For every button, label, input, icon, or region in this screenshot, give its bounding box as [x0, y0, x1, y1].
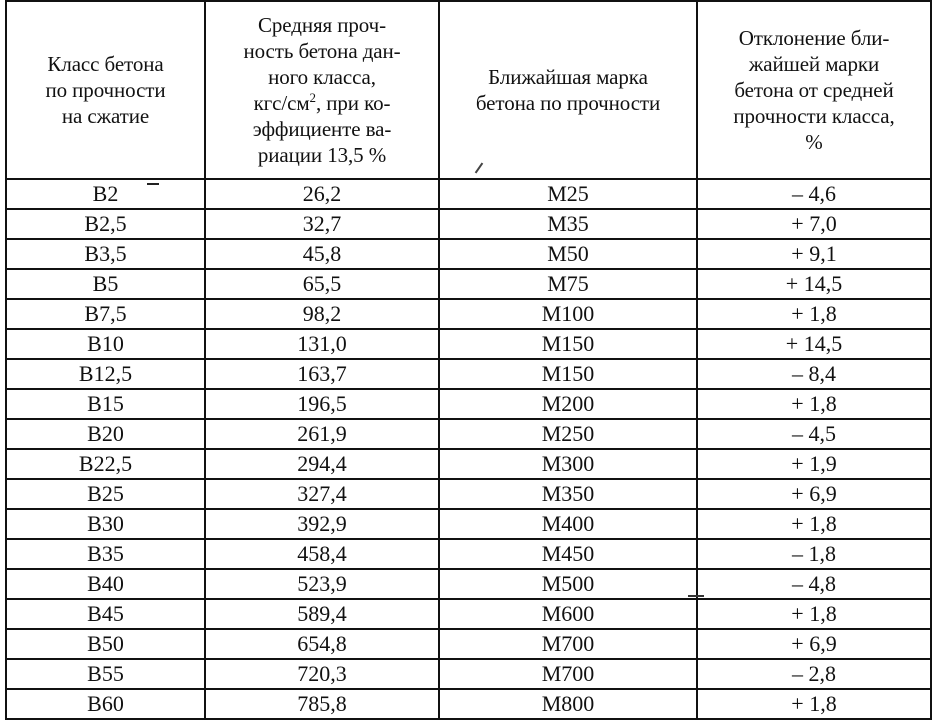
cell-average-strength: 65,5 [205, 269, 439, 299]
cell-concrete-class: B10 [6, 329, 205, 359]
cell-deviation: + 6,9 [697, 479, 931, 509]
table-row [6, 179, 931, 209]
table-row [6, 509, 931, 539]
cell-nearest-grade: M450 [439, 539, 697, 569]
cell-deviation: – 4,8 [697, 569, 931, 599]
cell-concrete-class: B5 [6, 269, 205, 299]
cell-average-strength: 131,0 [205, 329, 439, 359]
cell-deviation: – 4,5 [697, 419, 931, 449]
cell-concrete-class: B30 [6, 509, 205, 539]
table-row [6, 449, 931, 479]
table-row [6, 389, 931, 419]
cell-nearest-grade: M35 [439, 209, 697, 239]
table-row [6, 569, 931, 599]
cell-average-strength: 261,9 [205, 419, 439, 449]
header-deviation: Отклонение бли- жайшей марки бетона от средней прочности класса, % [697, 1, 931, 179]
cell-deviation: + 14,5 [697, 269, 931, 299]
cell-concrete-class: B50 [6, 629, 205, 659]
table-row [6, 329, 931, 359]
cell-concrete-class: B55 [6, 659, 205, 689]
cell-concrete-class: B25 [6, 479, 205, 509]
cell-nearest-grade: M250 [439, 419, 697, 449]
cell-deviation: + 1,8 [697, 689, 931, 719]
table-row [6, 689, 931, 719]
cell-concrete-class: B7,5 [6, 299, 205, 329]
cell-nearest-grade: M700 [439, 629, 697, 659]
cell-concrete-class: B15 [6, 389, 205, 419]
cell-nearest-grade: M400 [439, 509, 697, 539]
cell-average-strength: 523,9 [205, 569, 439, 599]
cell-average-strength: 163,7 [205, 359, 439, 389]
cell-concrete-class: B2,5 [6, 209, 205, 239]
cell-deviation: + 1,9 [697, 449, 931, 479]
header-average-strength [205, 1, 439, 179]
cell-deviation: + 14,5 [697, 329, 931, 359]
cell-nearest-grade: M25 [439, 179, 697, 209]
table-row [6, 479, 931, 509]
cell-deviation: – 2,8 [697, 659, 931, 689]
cell-average-strength: 32,7 [205, 209, 439, 239]
cell-concrete-class: B20 [6, 419, 205, 449]
scan-mark [688, 595, 704, 597]
cell-nearest-grade: M500 [439, 569, 697, 599]
cell-concrete-class: B40 [6, 569, 205, 599]
table-row [6, 299, 931, 329]
cell-deviation: + 1,8 [697, 599, 931, 629]
cell-nearest-grade: M600 [439, 599, 697, 629]
cell-concrete-class: B45 [6, 599, 205, 629]
cell-average-strength: 196,5 [205, 389, 439, 419]
cell-deviation: + 9,1 [697, 239, 931, 269]
table-row [6, 629, 931, 659]
cell-average-strength: 654,8 [205, 629, 439, 659]
header-average-strength-part2: , при ко- эффициенте ва- риации 13,5 % [252, 91, 392, 167]
cell-deviation: + 6,9 [697, 629, 931, 659]
cell-average-strength: 327,4 [205, 479, 439, 509]
table-body [6, 179, 931, 719]
table-row [6, 599, 931, 629]
cell-deviation: + 1,8 [697, 389, 931, 419]
table-row [6, 209, 931, 239]
cell-nearest-grade: M150 [439, 359, 697, 389]
cell-concrete-class: B3,5 [6, 239, 205, 269]
header-nearest-grade: Ближайшая марка бетона по прочности [439, 1, 697, 179]
cell-average-strength: 720,3 [205, 659, 439, 689]
cell-nearest-grade: M75 [439, 269, 697, 299]
table-row [6, 239, 931, 269]
cell-nearest-grade: M350 [439, 479, 697, 509]
cell-concrete-class: B60 [6, 689, 205, 719]
cell-deviation: + 1,8 [697, 299, 931, 329]
cell-average-strength: 98,2 [205, 299, 439, 329]
cell-nearest-grade: M300 [439, 449, 697, 479]
table-row [6, 539, 931, 569]
table-row [6, 269, 931, 299]
cell-nearest-grade: M200 [439, 389, 697, 419]
cell-concrete-class: B35 [6, 539, 205, 569]
cell-average-strength: 785,8 [205, 689, 439, 719]
cell-concrete-class: B22,5 [6, 449, 205, 479]
table-row [6, 359, 931, 389]
table-row [6, 659, 931, 689]
cell-deviation: – 1,8 [697, 539, 931, 569]
cell-nearest-grade: M800 [439, 689, 697, 719]
cell-deviation: + 1,8 [697, 509, 931, 539]
concrete-strength-table [5, 0, 932, 720]
cell-average-strength: 589,4 [205, 599, 439, 629]
table-row [6, 419, 931, 449]
cell-concrete-class: B2 [6, 179, 205, 209]
cell-deviation: – 8,4 [697, 359, 931, 389]
cell-nearest-grade: M50 [439, 239, 697, 269]
cell-nearest-grade: M100 [439, 299, 697, 329]
cell-deviation: – 4,6 [697, 179, 931, 209]
cell-average-strength: 45,8 [205, 239, 439, 269]
cell-deviation: + 7,0 [697, 209, 931, 239]
cell-average-strength: 392,9 [205, 509, 439, 539]
cell-average-strength: 26,2 [205, 179, 439, 209]
header-average-strength-sup: 2 [309, 90, 316, 105]
cell-nearest-grade: M150 [439, 329, 697, 359]
cell-average-strength: 458,4 [205, 539, 439, 569]
header-concrete-class: Класс бетона по прочности на сжатие [6, 1, 205, 179]
header-row [6, 1, 931, 179]
cell-nearest-grade: M700 [439, 659, 697, 689]
cell-concrete-class: B12,5 [6, 359, 205, 389]
header-average-strength-part1: Средняя проч- ность бетона дан- ного класса, кгс/см [243, 13, 401, 115]
scan-mark [147, 183, 159, 185]
cell-average-strength: 294,4 [205, 449, 439, 479]
